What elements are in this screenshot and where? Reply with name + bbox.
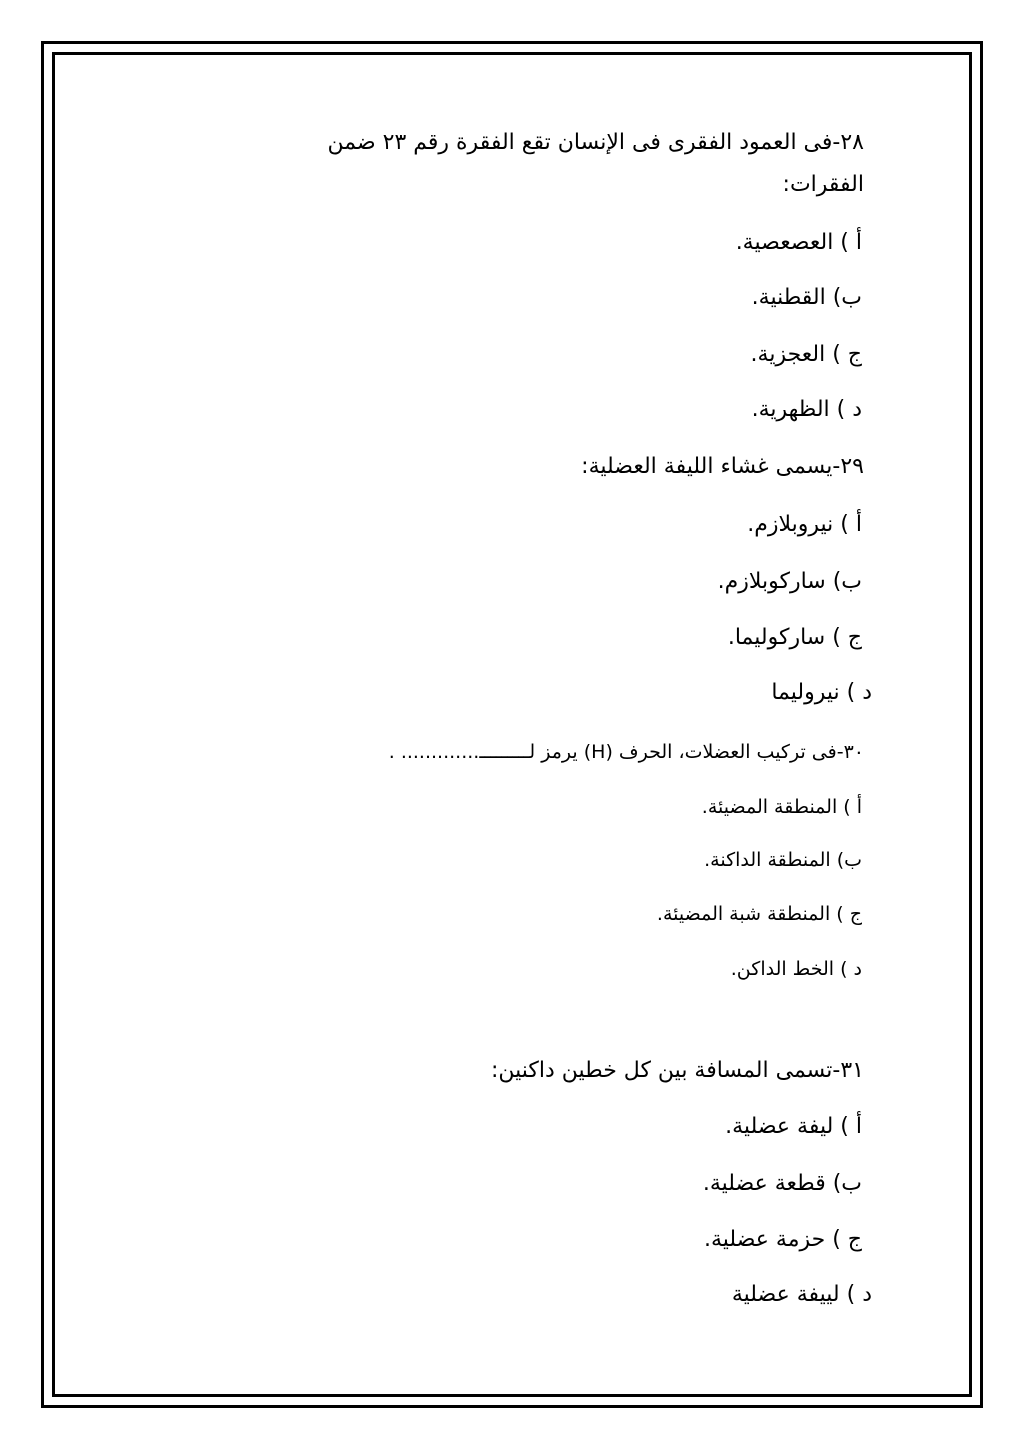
question-30-option-b: ب) المنطقة الداكنة. xyxy=(704,849,862,871)
question-29-option-a: أ ) نيروبلازم. xyxy=(747,512,862,537)
question-28-option-d: د ) الظهرية. xyxy=(751,397,862,422)
question-29-option-b: ب) ساركوبلازم. xyxy=(717,569,862,594)
question-29-stem: ٢٩-يسمى غشاء الليفة العضلية: xyxy=(581,454,864,479)
question-31-option-a: أ ) ليفة عضلية. xyxy=(725,1114,862,1139)
question-29-option-c: ج ) ساركوليما. xyxy=(727,625,862,650)
question-30-option-a: أ ) المنطقة المضيئة. xyxy=(701,796,862,818)
question-30-stem: ٣٠-فى تركيب العضلات، الحرف (H) يرمز لـــــــــ............. . xyxy=(388,741,864,763)
question-28-option-a: أ ) العصعصية. xyxy=(735,230,862,255)
question-30-option-d: د ) الخط الداكن. xyxy=(730,958,862,980)
question-31-option-b: ب) قطعة عضلية. xyxy=(702,1171,862,1196)
question-31-stem: ٣١-تسمى المسافة بين كل خطين داكنين: xyxy=(490,1058,864,1083)
question-30-option-c: ج ) المنطقة شبة المضيئة. xyxy=(656,903,862,925)
question-31-option-d: د ) لييفة عضلية xyxy=(731,1282,872,1307)
question-31-option-c: ج ) حزمة عضلية. xyxy=(704,1227,862,1252)
question-28-option-b: ب) القطنية. xyxy=(751,285,862,310)
question-29-option-d: د ) نيروليما xyxy=(771,680,872,705)
question-28-stem-line2: الفقرات: xyxy=(782,172,864,197)
question-28-option-c: ج ) العجزية. xyxy=(750,342,862,367)
question-28-stem-line1: ٢٨-فى العمود الفقرى فى الإنسان تقع الفقرة رقم ٢٣ ضمن xyxy=(327,130,864,155)
